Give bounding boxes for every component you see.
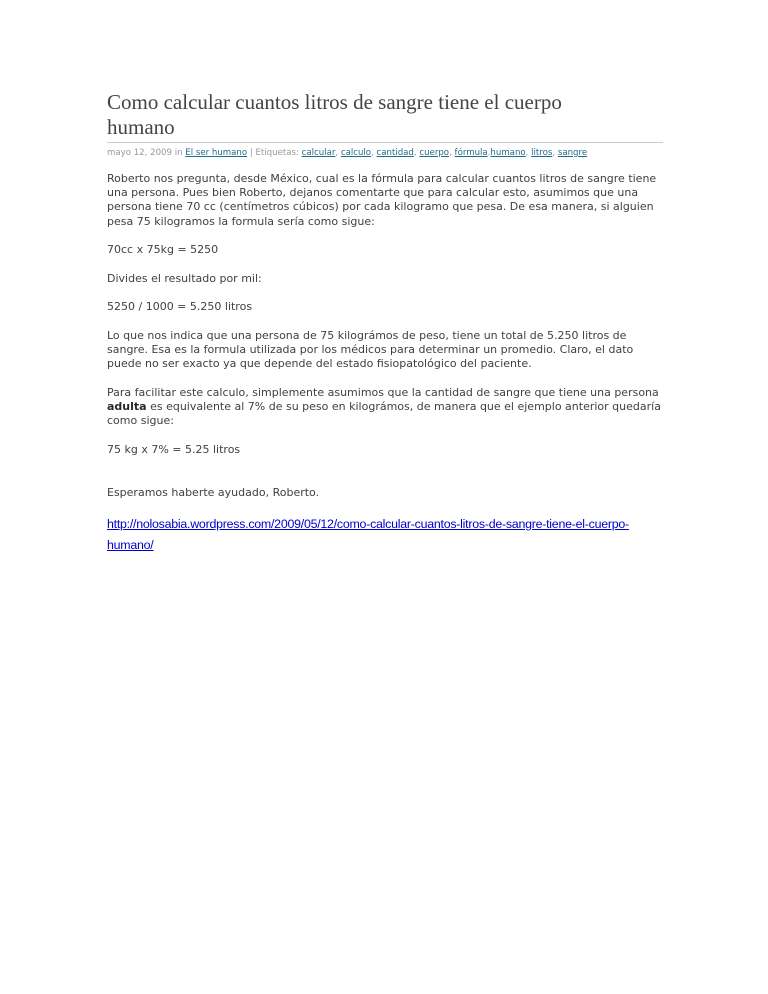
formula-line-3: 75 kg x 7% = 5.25 litros xyxy=(107,442,241,456)
paragraph-result: Lo que nos indica que una persona de 75 kilográmos de peso, tiene un total de 5.250 litros de sangre. Esa es la formula utilizada por los médicos para determinar un promedio. Claro, el dato puede no ser exacto ya que depende del estado fisiopatológico del paciente. xyxy=(107,328,634,371)
closing-line: Esperamos haberte ayudado, Roberto. xyxy=(107,485,320,499)
tags-label: Etiquetas: xyxy=(255,148,299,158)
category-link[interactable]: El ser humano xyxy=(185,148,248,158)
bold-adulta: adulta xyxy=(107,400,147,414)
in-label: in xyxy=(174,148,183,158)
tag-link-calculo[interactable]: calculo xyxy=(340,148,372,158)
tag-link-calcular[interactable]: calcular xyxy=(301,148,336,158)
title-divider xyxy=(107,142,663,143)
tag-link-formula[interactable]: fórmula xyxy=(454,148,488,158)
post-meta: mayo 12, 2009 in El ser humano | Etiquetas: calcular, calculo, cantidad, cuerpo, fórmula,humano, litros, sangre xyxy=(107,148,588,158)
paragraph-simplify-end: es equivalente al 7% de su peso en kilográmos, de manera que el ejemplo anterior quedaría como sigue: xyxy=(107,400,661,428)
tag-link-sangre[interactable]: sangre xyxy=(557,148,588,158)
spacer xyxy=(107,472,663,486)
tag-link-humano[interactable]: humano xyxy=(490,148,526,158)
source-url-link[interactable]: http://nolosabia.wordpress.com/2009/05/12/como-calcular-cuantos-litros-de-sangre-tiene-el-cuerpo-humano/ xyxy=(107,517,629,553)
article-title: Como calcular cuantos litros de sangre tiene el cuerpo humano xyxy=(107,90,562,139)
article-body xyxy=(107,172,663,500)
paragraph-divide: Divides el resultado por mil: xyxy=(107,271,262,285)
formula-line-1: 70cc x 75kg = 5250 xyxy=(107,243,219,257)
paragraph-intro: Roberto nos pregunta, desde México, cual es la fórmula para calcular cuantos litros de sangre tiene una persona. Pues bien Roberto, dejanos comentarte que para calcular esto, asumimos que una persona tiene 70 cc (centímetros cúbicos) por cada kilogramo que pesa. De esa manera, si alguien pesa 75 kilogramos la formula sería como sigue: xyxy=(107,172,657,228)
formula-line-2: 5250 / 1000 = 5.250 litros xyxy=(107,300,253,314)
tag-link-cantidad[interactable]: cantidad xyxy=(376,148,414,158)
paragraph-simplify xyxy=(107,386,663,429)
article xyxy=(107,90,663,556)
meta-separator: | xyxy=(249,148,253,158)
tag-link-cuerpo[interactable]: cuerpo xyxy=(419,148,450,158)
post-date: mayo 12, 2009 xyxy=(107,148,172,158)
tag-link-litros[interactable]: litros xyxy=(531,148,553,158)
paragraph-simplify-start: Para facilitar este calculo, simplemente asumimos que la cantidad de sangre que tiene una persona xyxy=(107,385,659,399)
